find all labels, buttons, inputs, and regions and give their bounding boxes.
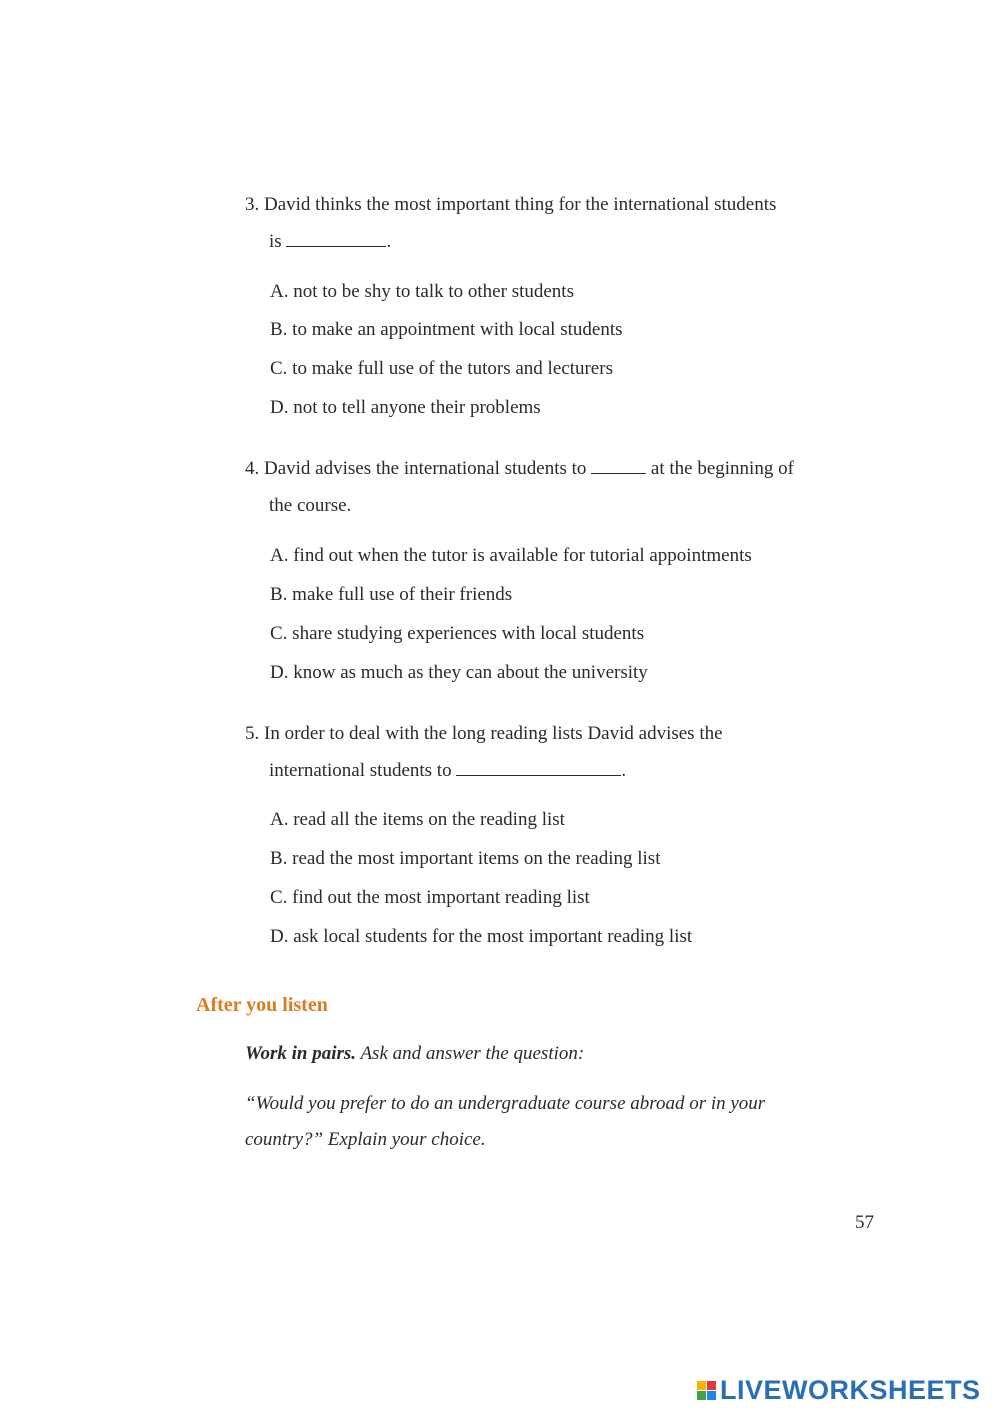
answer-blank-5[interactable]: [456, 757, 621, 776]
quote-line-2: country?” Explain your choice.: [245, 1129, 486, 1150]
question-5-line2: international students to .: [245, 752, 885, 789]
brand-text: LIVEWORKSHEETS: [720, 1374, 981, 1405]
option-5d: D. ask local students for the most important reading list: [270, 926, 693, 947]
quote-line-1: “Would you prefer to do an undergraduate course abroad or in your: [245, 1093, 766, 1114]
option-3d: D. not to tell anyone their problems: [270, 397, 541, 418]
liveworksheets-brand[interactable]: [697, 1373, 981, 1407]
option-4b: B. make full use of their friends: [270, 584, 513, 605]
question-4-line2: the course.: [269, 495, 352, 516]
question-3-text: 3. David thinks the most important thing for the international students: [245, 194, 777, 215]
answer-blank-3[interactable]: [286, 228, 386, 247]
logo-square: [697, 1381, 706, 1390]
option-5c: C. find out the most important reading list: [270, 887, 590, 908]
option-5a: A. read all the items on the reading list: [270, 809, 565, 830]
logo-square: [697, 1391, 706, 1400]
liveworksheets-logo-icon: [697, 1381, 716, 1400]
option-3b: B. to make an appointment with local students: [270, 319, 623, 340]
question-4-text: 4. David advises the international students to at the beginning of: [245, 458, 794, 479]
section-heading: After you listen: [196, 994, 328, 1016]
option-4c: C. share studying experiences with local students: [270, 623, 645, 644]
option-5b: B. read the most important items on the reading list: [270, 848, 661, 869]
question-4: [245, 450, 885, 524]
option-4a: A. find out when the tutor is available for tutorial appointments: [270, 545, 752, 566]
option-3a: A. not to be shy to talk to other students: [270, 281, 574, 302]
question-5: [245, 715, 885, 789]
question-5-text: 5. In order to deal with the long reading lists David advises the: [245, 723, 723, 744]
question-3: [245, 186, 885, 260]
answer-blank-4[interactable]: [591, 455, 646, 474]
instruction: [245, 1043, 584, 1065]
question-3-line2: is .: [245, 223, 885, 260]
page-number: 57: [855, 1212, 874, 1233]
instruction-bold: Work in pairs.: [245, 1043, 357, 1064]
option-4d: D. know as much as they can about the university: [270, 662, 648, 683]
logo-square: [707, 1381, 716, 1390]
instruction-rest: Ask and answer the question:: [356, 1043, 585, 1064]
logo-square: [707, 1391, 716, 1400]
discussion-question: [245, 1086, 885, 1158]
option-3c: C. to make full use of the tutors and lecturers: [270, 358, 613, 379]
